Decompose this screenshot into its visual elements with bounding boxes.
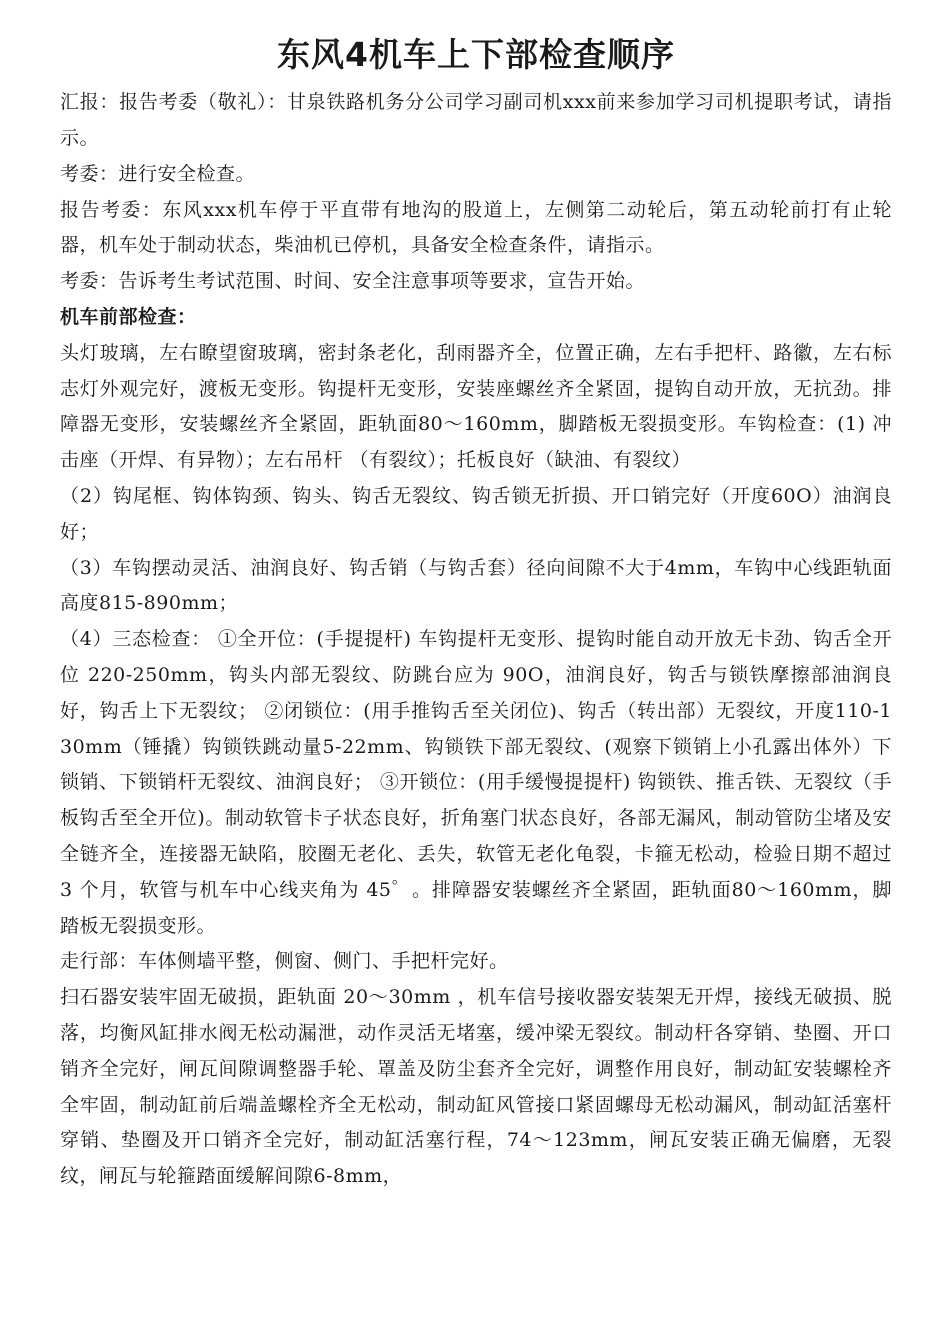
document-page: [60, 30, 892, 1195]
paragraph-examiner-instruction: 考委：进行安全检查。: [60, 162, 256, 185]
paragraph-examiner-announcement: 考委：告诉考生考试范围、时间、安全注意事项等要求，宣告开始。: [60, 270, 646, 293]
paragraph-brake-inspection: 扫石器安装牢固无破损，距轨面 20～30mm ，机车信号接收器安装架无开焊，接线无破损、脱落，均衡风缸排水阀无松动漏泄，动作灵活无堵塞，缓冲梁无裂纹。制动杆各穿销、垫圈、开口销齐全完好，闸瓦间隙调整器手轮、罩盖及防尘套齐全完好，调整作用良好，制动缸安装螺栓齐全牢固，制动缸前后端盖螺栓齐全无松动，制动缸风管接口紧固螺母无松动漏风，制动缸活塞杆穿销、垫圈及开口销齐全完好，制动缸活塞行程，74～123mm，闸瓦安装正确无偏磨，无裂纹，闸瓦与轮箍踏面缓解间隙6-8mm，: [60, 986, 892, 1188]
paragraph-coupler-item-3: （3）车钩摆动灵活、油润良好、钩舌销（与钩舌套）径向间隙不大于4mm，车钩中心线距轨面高度815-890mm；: [60, 556, 892, 615]
paragraph-coupler-item-2: （2）钩尾框、钩体钩颈、钩头、钩舌无裂纹、钩舌锁无折损、开口销完好（开度60O）油润良好；: [60, 485, 892, 543]
paragraph-report: 汇报：报告考委（敬礼）：甘泉铁路机务分公司学习副司机xxx前来参加学习司机提职考试，请指示。: [60, 91, 892, 150]
section-heading-front-inspection: 机车前部检查：: [60, 306, 197, 329]
paragraph-coupler-item-4: （4）三态检查： ①全开位：(手提提杆) 车钩提杆无变形、提钩时能自动开放无卡劲、钩舌全开位 220-250mm，钩头内部无裂纹、防跳台应为 90O，油润良好，钩舌与锁铁摩擦部油润良好，钩舌上下无裂纹； ②闭锁位：(用手推钩舌至关闭位)、钩舌（转出部）无裂纹，开度110-130mm（锤撬）钩锁铁跳动量5-22mm、钩锁铁下部无裂纹、(观察下锁销上小孔露出体外）下锁销、下锁销杆无裂纹、油润良好； ③开锁位：(用手缓慢提提杆) 钩锁铁、推舌铁、无裂纹（手板钩舌至全开位)。制动软管卡子状态良好，折角塞门状态良好，各部无漏风，制动管防尘堵及安全链齐全，连接器无缺陷，胶圈无老化、丢失，软管无老化龟裂，卡箍无松动，检验日期不超过 3 个月，软管与机车中心线夹角为 45゜。排障器安装螺丝齐全紧固，距轨面80～160mm，脚踏板无裂损变形。: [60, 628, 892, 937]
paragraph-front-inspection: 头灯玻璃，左右瞭望窗玻璃，密封条老化，刮雨器齐全，位置正确，左右手把杆、路徽，左右标志灯外观完好，渡板无变形。钩提杆无变形，安装座螺丝齐全紧固，提钩自动开放，无抗劲。排障器无变形，安装螺丝齐全紧固，距轨面80～160mm，脚踏板无裂损变形。车钩检查：(1) 冲击座（开焊、有异物）；左右吊杆 （有裂纹）；托板良好（缺油、有裂纹）: [60, 341, 892, 472]
page-title: 东风4机车上下部检查顺序: [277, 35, 675, 74]
paragraph-locomotive-status: 报告考委：东风xxx机车停于平直带有地沟的股道上，左侧第二动轮后，第五动轮前打有止轮器，机车处于制动状态，柴油机已停机，具备安全检查条件，请指示。: [60, 198, 892, 257]
paragraph-running-gear: 走行部：车体侧墙平整，侧窗、侧门、手把杆完好。: [60, 950, 509, 973]
